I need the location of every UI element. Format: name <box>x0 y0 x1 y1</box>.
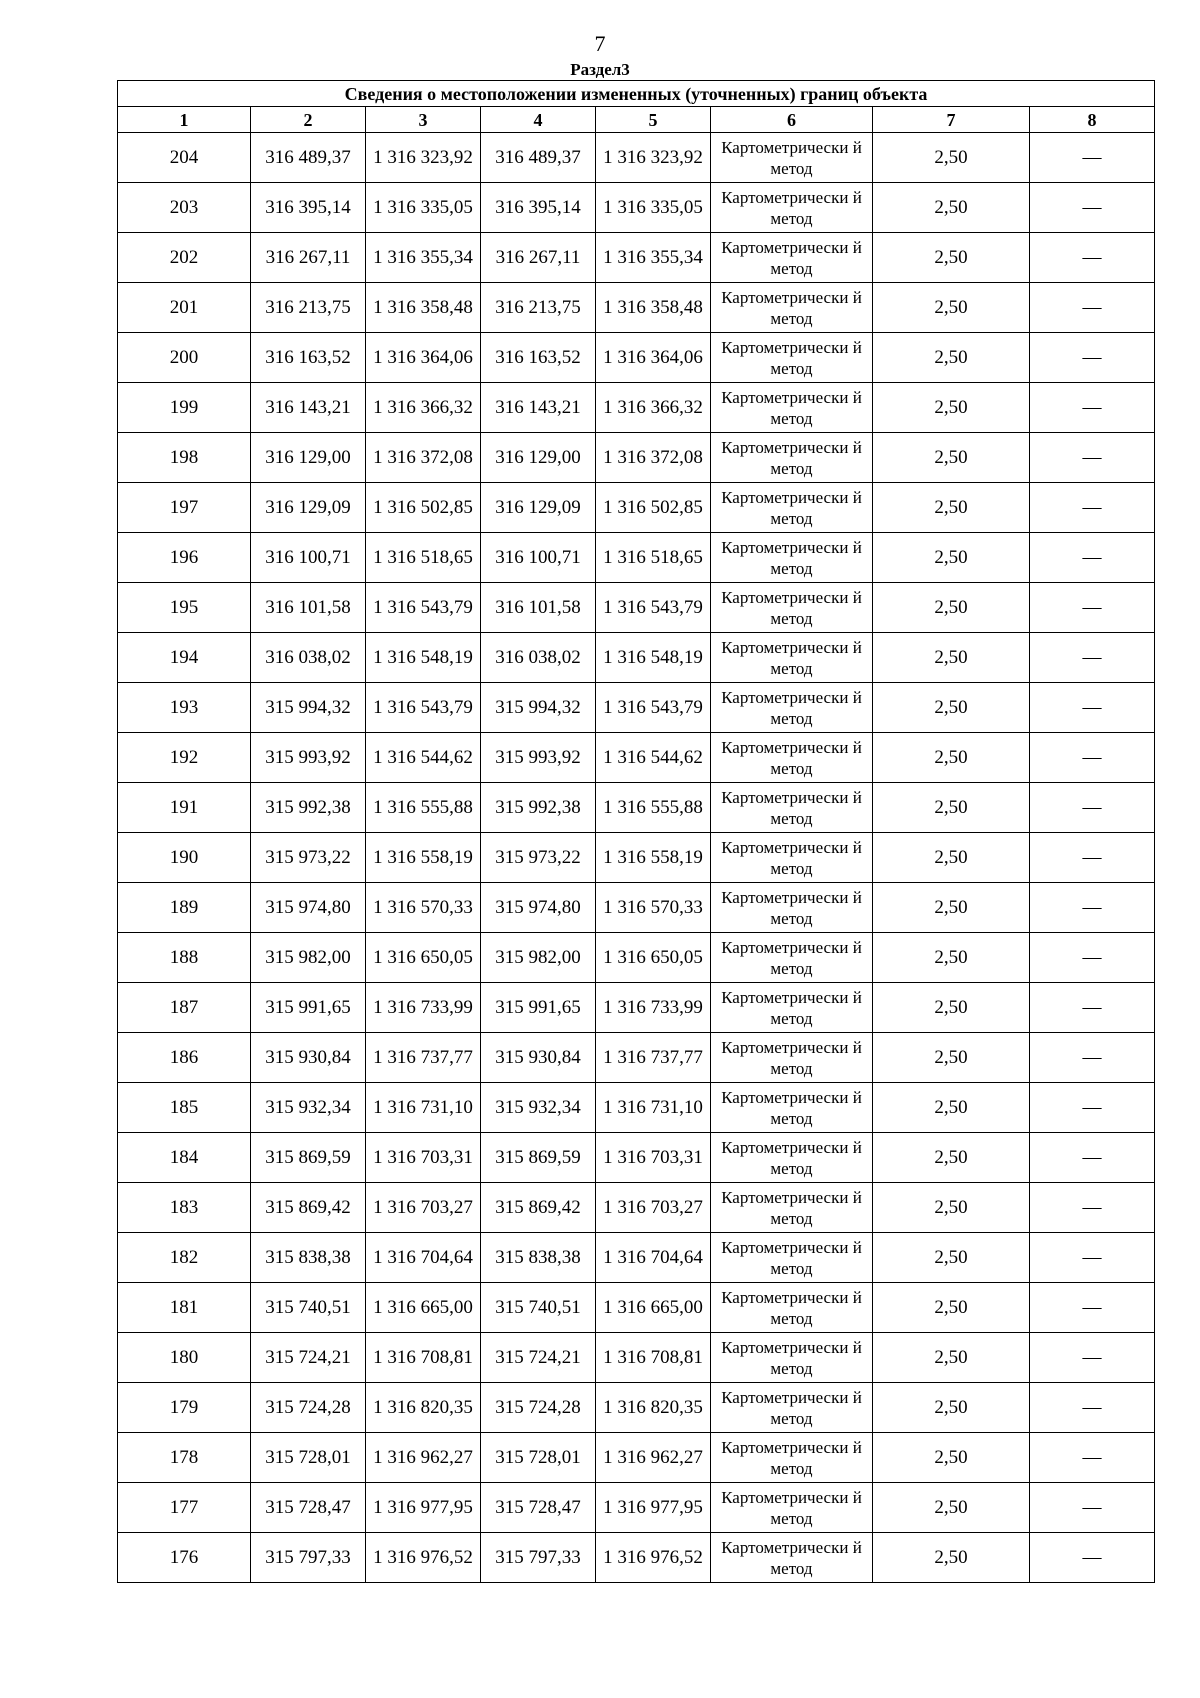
method-cell: Картометрически й метод <box>711 1283 873 1333</box>
note-cell: — <box>1030 133 1155 183</box>
accuracy-cell: 2,50 <box>873 1233 1030 1283</box>
x-new-cell: 316 163,52 <box>481 333 596 383</box>
x-old-cell: 315 724,21 <box>251 1333 366 1383</box>
coordinates-table <box>117 80 1155 1583</box>
x-old-cell: 316 038,02 <box>251 633 366 683</box>
x-old-cell: 316 100,71 <box>251 533 366 583</box>
y-old-cell: 1 316 570,33 <box>366 883 481 933</box>
point-number-cell: 197 <box>118 483 251 533</box>
x-old-cell: 316 129,09 <box>251 483 366 533</box>
note-cell: — <box>1030 1233 1155 1283</box>
point-number-cell: 176 <box>118 1533 251 1583</box>
note-cell: — <box>1030 1133 1155 1183</box>
note-cell: — <box>1030 633 1155 683</box>
x-new-cell: 316 100,71 <box>481 533 596 583</box>
table-row <box>118 133 1155 183</box>
accuracy-cell: 2,50 <box>873 783 1030 833</box>
y-new-cell: 1 316 543,79 <box>596 583 711 633</box>
point-number-cell: 199 <box>118 383 251 433</box>
x-new-cell: 316 143,21 <box>481 383 596 433</box>
y-old-cell: 1 316 355,34 <box>366 233 481 283</box>
method-cell: Картометрически й метод <box>711 533 873 583</box>
note-cell: — <box>1030 883 1155 933</box>
note-cell: — <box>1030 1383 1155 1433</box>
y-old-cell: 1 316 358,48 <box>366 283 481 333</box>
table-row <box>118 933 1155 983</box>
note-cell: — <box>1030 733 1155 783</box>
y-old-cell: 1 316 323,92 <box>366 133 481 183</box>
note-cell: — <box>1030 783 1155 833</box>
point-number-cell: 185 <box>118 1083 251 1133</box>
method-cell: Картометрически й метод <box>711 1233 873 1283</box>
table-row <box>118 1133 1155 1183</box>
note-cell: — <box>1030 683 1155 733</box>
x-old-cell: 316 163,52 <box>251 333 366 383</box>
point-number-cell: 201 <box>118 283 251 333</box>
method-cell: Картометрически й метод <box>711 833 873 883</box>
accuracy-cell: 2,50 <box>873 1433 1030 1483</box>
accuracy-cell: 2,50 <box>873 733 1030 783</box>
table-row <box>118 1333 1155 1383</box>
y-old-cell: 1 316 703,27 <box>366 1183 481 1233</box>
y-old-cell: 1 316 962,27 <box>366 1433 481 1483</box>
note-cell: — <box>1030 1533 1155 1583</box>
table-body <box>118 133 1155 1583</box>
x-new-cell: 316 267,11 <box>481 233 596 283</box>
accuracy-cell: 2,50 <box>873 583 1030 633</box>
x-old-cell: 315 932,34 <box>251 1083 366 1133</box>
x-new-cell: 315 724,28 <box>481 1383 596 1433</box>
accuracy-cell: 2,50 <box>873 1483 1030 1533</box>
x-old-cell: 316 267,11 <box>251 233 366 283</box>
x-new-cell: 315 930,84 <box>481 1033 596 1083</box>
method-cell: Картометрически й метод <box>711 1033 873 1083</box>
point-number-cell: 195 <box>118 583 251 633</box>
accuracy-cell: 2,50 <box>873 533 1030 583</box>
y-new-cell: 1 316 962,27 <box>596 1433 711 1483</box>
note-cell: — <box>1030 1433 1155 1483</box>
point-number-cell: 203 <box>118 183 251 233</box>
table-row <box>118 1483 1155 1533</box>
y-new-cell: 1 316 708,81 <box>596 1333 711 1383</box>
table-caption: Сведения о местоположении измененных (уточненных) границ объекта <box>118 81 1155 107</box>
y-old-cell: 1 316 366,32 <box>366 383 481 433</box>
note-cell: — <box>1030 483 1155 533</box>
x-new-cell: 315 974,80 <box>481 883 596 933</box>
y-new-cell: 1 316 820,35 <box>596 1383 711 1433</box>
page-number: 7 <box>594 31 606 56</box>
table-row <box>118 233 1155 283</box>
x-new-cell: 316 129,00 <box>481 433 596 483</box>
method-cell: Картометрически й метод <box>711 733 873 783</box>
point-number-cell: 198 <box>118 433 251 483</box>
section-title: Раздел3 <box>570 60 630 79</box>
x-new-cell: 315 982,00 <box>481 933 596 983</box>
x-old-cell: 315 994,32 <box>251 683 366 733</box>
point-number-cell: 196 <box>118 533 251 583</box>
y-old-cell: 1 316 548,19 <box>366 633 481 683</box>
accuracy-cell: 2,50 <box>873 833 1030 883</box>
y-new-cell: 1 316 502,85 <box>596 483 711 533</box>
method-cell: Картометрически й метод <box>711 883 873 933</box>
point-number-cell: 184 <box>118 1133 251 1183</box>
x-new-cell: 315 973,22 <box>481 833 596 883</box>
table-row <box>118 1233 1155 1283</box>
y-new-cell: 1 316 548,19 <box>596 633 711 683</box>
table-row <box>118 883 1155 933</box>
x-new-cell: 316 489,37 <box>481 133 596 183</box>
y-old-cell: 1 316 555,88 <box>366 783 481 833</box>
y-new-cell: 1 316 558,19 <box>596 833 711 883</box>
y-new-cell: 1 316 323,92 <box>596 133 711 183</box>
accuracy-cell: 2,50 <box>873 633 1030 683</box>
accuracy-cell: 2,50 <box>873 433 1030 483</box>
x-new-cell: 315 740,51 <box>481 1283 596 1333</box>
x-new-cell: 316 395,14 <box>481 183 596 233</box>
note-cell: — <box>1030 933 1155 983</box>
accuracy-cell: 2,50 <box>873 933 1030 983</box>
y-old-cell: 1 316 544,62 <box>366 733 481 783</box>
column-number: 8 <box>1030 107 1155 133</box>
column-number: 7 <box>873 107 1030 133</box>
y-old-cell: 1 316 335,05 <box>366 183 481 233</box>
point-number-cell: 190 <box>118 833 251 883</box>
x-new-cell: 315 724,21 <box>481 1333 596 1383</box>
y-old-cell: 1 316 733,99 <box>366 983 481 1033</box>
accuracy-cell: 2,50 <box>873 983 1030 1033</box>
table-row <box>118 383 1155 433</box>
point-number-cell: 191 <box>118 783 251 833</box>
y-old-cell: 1 316 518,65 <box>366 533 481 583</box>
column-number-row <box>118 107 1155 133</box>
y-old-cell: 1 316 372,08 <box>366 433 481 483</box>
method-cell: Картометрически й метод <box>711 333 873 383</box>
accuracy-cell: 2,50 <box>873 233 1030 283</box>
y-old-cell: 1 316 976,52 <box>366 1533 481 1583</box>
y-new-cell: 1 316 731,10 <box>596 1083 711 1133</box>
method-cell: Картометрически й метод <box>711 1133 873 1183</box>
point-number-cell: 178 <box>118 1433 251 1483</box>
accuracy-cell: 2,50 <box>873 1033 1030 1083</box>
note-cell: — <box>1030 1083 1155 1133</box>
table-row <box>118 333 1155 383</box>
y-new-cell: 1 316 335,05 <box>596 183 711 233</box>
method-cell: Картометрически й метод <box>711 483 873 533</box>
x-old-cell: 315 930,84 <box>251 1033 366 1083</box>
table-row <box>118 1083 1155 1133</box>
table-row <box>118 1183 1155 1233</box>
x-old-cell: 316 101,58 <box>251 583 366 633</box>
x-old-cell: 316 143,21 <box>251 383 366 433</box>
note-cell: — <box>1030 433 1155 483</box>
table-row <box>118 533 1155 583</box>
y-new-cell: 1 316 650,05 <box>596 933 711 983</box>
point-number-cell: 188 <box>118 933 251 983</box>
point-number-cell: 187 <box>118 983 251 1033</box>
x-new-cell: 315 932,34 <box>481 1083 596 1133</box>
note-cell: — <box>1030 583 1155 633</box>
note-cell: — <box>1030 983 1155 1033</box>
method-cell: Картометрически й метод <box>711 1383 873 1433</box>
x-new-cell: 315 991,65 <box>481 983 596 1033</box>
accuracy-cell: 2,50 <box>873 1333 1030 1383</box>
y-old-cell: 1 316 820,35 <box>366 1383 481 1433</box>
method-cell: Картометрически й метод <box>711 1533 873 1583</box>
y-new-cell: 1 316 703,27 <box>596 1183 711 1233</box>
y-new-cell: 1 316 703,31 <box>596 1133 711 1183</box>
x-old-cell: 316 213,75 <box>251 283 366 333</box>
column-number: 6 <box>711 107 873 133</box>
point-number-cell: 186 <box>118 1033 251 1083</box>
accuracy-cell: 2,50 <box>873 1183 1030 1233</box>
x-old-cell: 316 395,14 <box>251 183 366 233</box>
x-old-cell: 315 974,80 <box>251 883 366 933</box>
column-number: 5 <box>596 107 711 133</box>
table-row <box>118 283 1155 333</box>
x-new-cell: 315 869,42 <box>481 1183 596 1233</box>
method-cell: Картометрически й метод <box>711 183 873 233</box>
method-cell: Картометрически й метод <box>711 383 873 433</box>
note-cell: — <box>1030 1283 1155 1333</box>
column-number: 3 <box>366 107 481 133</box>
y-old-cell: 1 316 737,77 <box>366 1033 481 1083</box>
y-new-cell: 1 316 358,48 <box>596 283 711 333</box>
method-cell: Картометрически й метод <box>711 283 873 333</box>
table-row <box>118 783 1155 833</box>
column-number: 2 <box>251 107 366 133</box>
note-cell: — <box>1030 533 1155 583</box>
table-row <box>118 483 1155 533</box>
x-old-cell: 315 982,00 <box>251 933 366 983</box>
y-old-cell: 1 316 502,85 <box>366 483 481 533</box>
y-old-cell: 1 316 703,31 <box>366 1133 481 1183</box>
point-number-cell: 202 <box>118 233 251 283</box>
column-number: 1 <box>118 107 251 133</box>
x-old-cell: 315 728,47 <box>251 1483 366 1533</box>
note-cell: — <box>1030 383 1155 433</box>
accuracy-cell: 2,50 <box>873 383 1030 433</box>
accuracy-cell: 2,50 <box>873 1383 1030 1433</box>
method-cell: Картометрически й метод <box>711 1183 873 1233</box>
accuracy-cell: 2,50 <box>873 1283 1030 1333</box>
column-number: 4 <box>481 107 596 133</box>
table-row <box>118 1283 1155 1333</box>
x-new-cell: 315 797,33 <box>481 1533 596 1583</box>
note-cell: — <box>1030 1333 1155 1383</box>
point-number-cell: 193 <box>118 683 251 733</box>
y-new-cell: 1 316 543,79 <box>596 683 711 733</box>
x-old-cell: 315 973,22 <box>251 833 366 883</box>
point-number-cell: 194 <box>118 633 251 683</box>
x-new-cell: 315 993,92 <box>481 733 596 783</box>
point-number-cell: 189 <box>118 883 251 933</box>
x-old-cell: 316 129,00 <box>251 433 366 483</box>
method-cell: Картометрически й метод <box>711 1433 873 1483</box>
note-cell: — <box>1030 833 1155 883</box>
table-row <box>118 683 1155 733</box>
accuracy-cell: 2,50 <box>873 133 1030 183</box>
accuracy-cell: 2,50 <box>873 1133 1030 1183</box>
x-old-cell: 315 869,42 <box>251 1183 366 1233</box>
method-cell: Картометрически й метод <box>711 1333 873 1383</box>
note-cell: — <box>1030 283 1155 333</box>
x-old-cell: 315 728,01 <box>251 1433 366 1483</box>
y-new-cell: 1 316 733,99 <box>596 983 711 1033</box>
table-row <box>118 833 1155 883</box>
method-cell: Картометрически й метод <box>711 1483 873 1533</box>
x-new-cell: 316 038,02 <box>481 633 596 683</box>
y-new-cell: 1 316 665,00 <box>596 1283 711 1333</box>
table-row <box>118 1033 1155 1083</box>
accuracy-cell: 2,50 <box>873 183 1030 233</box>
x-new-cell: 315 994,32 <box>481 683 596 733</box>
y-new-cell: 1 316 372,08 <box>596 433 711 483</box>
y-old-cell: 1 316 543,79 <box>366 683 481 733</box>
point-number-cell: 200 <box>118 333 251 383</box>
table-row <box>118 633 1155 683</box>
y-new-cell: 1 316 518,65 <box>596 533 711 583</box>
accuracy-cell: 2,50 <box>873 1083 1030 1133</box>
x-new-cell: 315 728,01 <box>481 1433 596 1483</box>
y-new-cell: 1 316 355,34 <box>596 233 711 283</box>
method-cell: Картометрически й метод <box>711 683 873 733</box>
y-new-cell: 1 316 555,88 <box>596 783 711 833</box>
method-cell: Картометрически й метод <box>711 783 873 833</box>
y-new-cell: 1 316 737,77 <box>596 1033 711 1083</box>
x-new-cell: 315 728,47 <box>481 1483 596 1533</box>
point-number-cell: 192 <box>118 733 251 783</box>
y-old-cell: 1 316 558,19 <box>366 833 481 883</box>
note-cell: — <box>1030 1033 1155 1083</box>
accuracy-cell: 2,50 <box>873 683 1030 733</box>
x-old-cell: 315 740,51 <box>251 1283 366 1333</box>
point-number-cell: 181 <box>118 1283 251 1333</box>
method-cell: Картометрически й метод <box>711 433 873 483</box>
y-new-cell: 1 316 976,52 <box>596 1533 711 1583</box>
y-new-cell: 1 316 366,32 <box>596 383 711 433</box>
note-cell: — <box>1030 1483 1155 1533</box>
y-old-cell: 1 316 731,10 <box>366 1083 481 1133</box>
x-new-cell: 315 992,38 <box>481 783 596 833</box>
y-new-cell: 1 316 544,62 <box>596 733 711 783</box>
accuracy-cell: 2,50 <box>873 1533 1030 1583</box>
point-number-cell: 179 <box>118 1383 251 1433</box>
x-new-cell: 315 869,59 <box>481 1133 596 1183</box>
point-number-cell: 182 <box>118 1233 251 1283</box>
accuracy-cell: 2,50 <box>873 883 1030 933</box>
table-row <box>118 983 1155 1033</box>
y-new-cell: 1 316 570,33 <box>596 883 711 933</box>
x-new-cell: 316 129,09 <box>481 483 596 533</box>
y-old-cell: 1 316 977,95 <box>366 1483 481 1533</box>
x-new-cell: 316 101,58 <box>481 583 596 633</box>
x-old-cell: 315 869,59 <box>251 1133 366 1183</box>
x-old-cell: 315 992,38 <box>251 783 366 833</box>
y-new-cell: 1 316 364,06 <box>596 333 711 383</box>
y-old-cell: 1 316 704,64 <box>366 1233 481 1283</box>
x-old-cell: 315 991,65 <box>251 983 366 1033</box>
point-number-cell: 177 <box>118 1483 251 1533</box>
y-old-cell: 1 316 708,81 <box>366 1333 481 1383</box>
note-cell: — <box>1030 233 1155 283</box>
y-new-cell: 1 316 977,95 <box>596 1483 711 1533</box>
table-row <box>118 1533 1155 1583</box>
x-old-cell: 315 724,28 <box>251 1383 366 1433</box>
accuracy-cell: 2,50 <box>873 483 1030 533</box>
y-old-cell: 1 316 650,05 <box>366 933 481 983</box>
point-number-cell: 204 <box>118 133 251 183</box>
point-number-cell: 180 <box>118 1333 251 1383</box>
y-old-cell: 1 316 364,06 <box>366 333 481 383</box>
y-new-cell: 1 316 704,64 <box>596 1233 711 1283</box>
x-new-cell: 316 213,75 <box>481 283 596 333</box>
y-old-cell: 1 316 665,00 <box>366 1283 481 1333</box>
y-old-cell: 1 316 543,79 <box>366 583 481 633</box>
table-row <box>118 1383 1155 1433</box>
table-row <box>118 733 1155 783</box>
method-cell: Картометрически й метод <box>711 983 873 1033</box>
note-cell: — <box>1030 183 1155 233</box>
note-cell: — <box>1030 333 1155 383</box>
point-number-cell: 183 <box>118 1183 251 1233</box>
method-cell: Картометрически й метод <box>711 133 873 183</box>
method-cell: Картометрически й метод <box>711 633 873 683</box>
note-cell: — <box>1030 1183 1155 1233</box>
x-new-cell: 315 838,38 <box>481 1233 596 1283</box>
accuracy-cell: 2,50 <box>873 283 1030 333</box>
method-cell: Картометрически й метод <box>711 933 873 983</box>
table-row <box>118 583 1155 633</box>
method-cell: Картометрически й метод <box>711 233 873 283</box>
table-row <box>118 1433 1155 1483</box>
x-old-cell: 315 797,33 <box>251 1533 366 1583</box>
x-old-cell: 316 489,37 <box>251 133 366 183</box>
x-old-cell: 315 838,38 <box>251 1233 366 1283</box>
method-cell: Картометрически й метод <box>711 583 873 633</box>
table-row <box>118 433 1155 483</box>
x-old-cell: 315 993,92 <box>251 733 366 783</box>
accuracy-cell: 2,50 <box>873 333 1030 383</box>
method-cell: Картометрически й метод <box>711 1083 873 1133</box>
table-row <box>118 183 1155 233</box>
